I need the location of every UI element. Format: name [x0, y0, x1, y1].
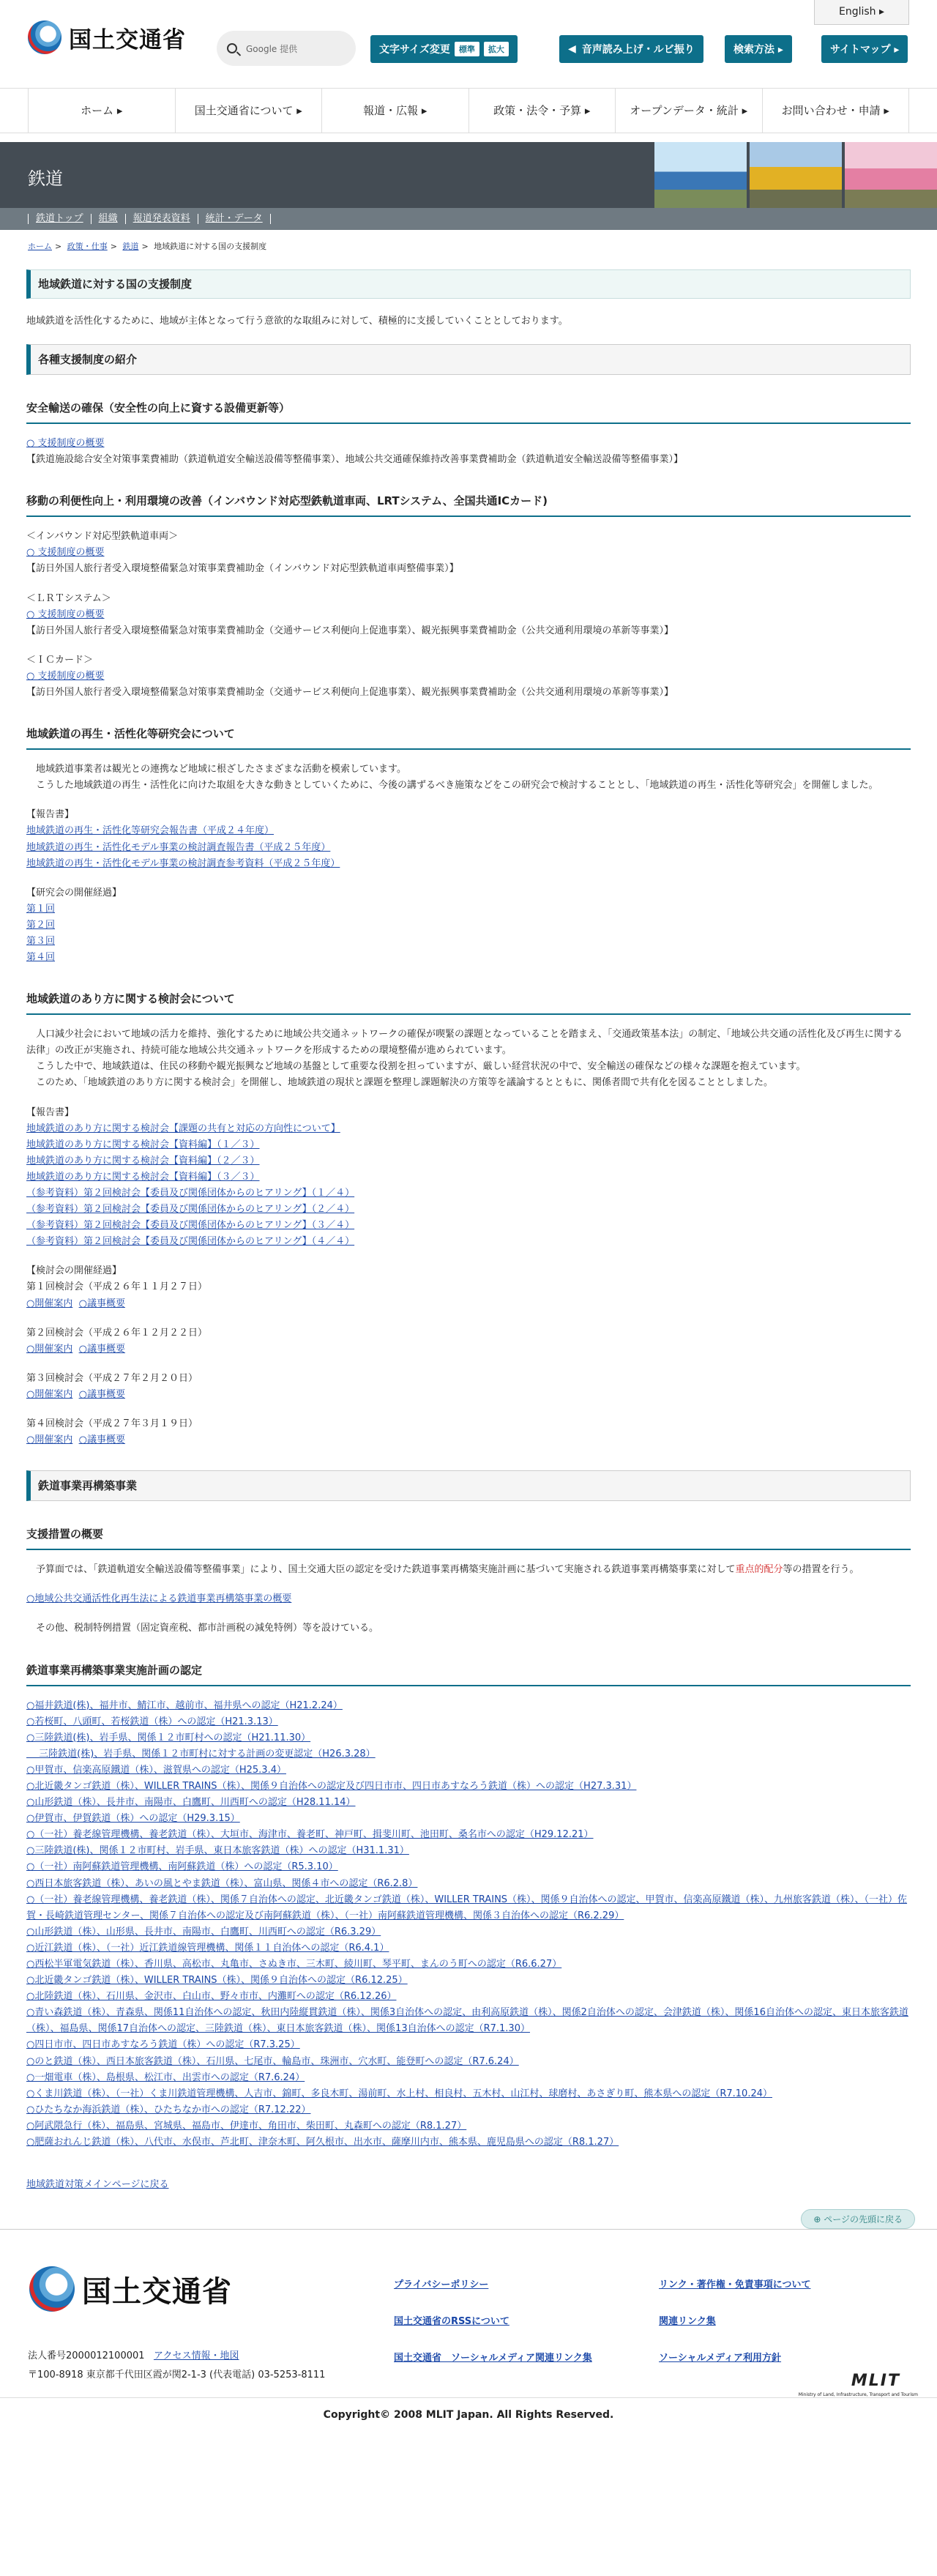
- report-link[interactable]: 地域鉄道のあり方に関する検討会【資料編】（３／３）: [26, 1171, 260, 1183]
- plan-link[interactable]: ○三陸鉄道(株)、岩手県、関係１２市町村への認定（H21.11.30）: [26, 1732, 311, 1743]
- report-link[interactable]: 地域鉄道のあり方に関する検討会【課題の共有と対応の方向性について】: [26, 1123, 340, 1134]
- revital-p2: こうした地域鉄道の再生・活性化に向けた取組を大きな動きとしていくために、今後の講ずるべき施策などをこの研究会で検討することとし、「地域鉄道の再生・活性化等研究会」を開催しました。: [26, 780, 878, 792]
- meeting-guide-link[interactable]: ○開催案内: [26, 1434, 73, 1446]
- inbound-overview-link[interactable]: ○ 支援制度の概要: [26, 547, 105, 559]
- local-nav-top[interactable]: 鉄道トップ: [28, 214, 91, 224]
- copyright: Copyright© 2008 MLIT Japan. All Rights Reserved.: [0, 2397, 937, 2432]
- social-links-link[interactable]: 国土交通省 ソーシャルメディア関連リンク集: [394, 2353, 592, 2364]
- corporate-number: 法人番号2000012100001: [28, 2350, 145, 2362]
- hero-title: 鉄道: [28, 168, 63, 189]
- access-link[interactable]: アクセス情報・地図: [153, 2350, 239, 2362]
- arikata-p3: このため、「地域鉄道のあり方に関する検討会」を開催し、地域鉄道の現状と課題を整理し課題解決の方策等を議論するとともに、関係者間で共有化を図ることとしました。: [26, 1077, 773, 1089]
- ic-overview-link[interactable]: ○ 支援制度の概要: [26, 670, 105, 682]
- site-logo[interactable]: [28, 21, 186, 54]
- page-top-button[interactable]: [801, 2209, 915, 2229]
- emphasis-text: 重点的配分: [735, 1564, 783, 1576]
- local-nav-stats[interactable]: 統計・データ: [198, 214, 271, 224]
- safety-heading: 安全輸送の確保（安全性の向上に資する設備更新等）: [26, 400, 911, 424]
- gnav-press[interactable]: 報道・広報 ▸: [322, 89, 469, 133]
- plans-heading: 鉄道事業再構築事業実施計画の認定: [26, 1662, 911, 1686]
- breadcrumb-policy[interactable]: 政策・仕事: [67, 242, 108, 251]
- main-content: [0, 269, 937, 2193]
- back-link[interactable]: 地域鉄道対策メインページに戻る: [26, 2179, 169, 2191]
- block-label: ＜ＬＲＴシステム＞: [26, 592, 111, 604]
- global-nav: [0, 88, 937, 133]
- support-text-2: その他、税制特例措置（固定資産税、都市計画税の減免特例）等を設けている。: [26, 1623, 379, 1634]
- gnav-about[interactable]: 国土交通省について ▸: [176, 89, 323, 133]
- search-box[interactable]: [217, 31, 356, 66]
- plan-link[interactable]: ○三陸鉄道(株)、関係１２市町村、岩手県、東日本旅客鉄道（株）への認定（H31.1.31）: [26, 1845, 409, 1857]
- mlit-logo-icon: [29, 2266, 75, 2312]
- report-link[interactable]: 地域鉄道の再生・活性化モデル事業の検討調査報告書（平成２５年度）: [26, 841, 331, 853]
- page-title: 地域鉄道に対する国の支援制度: [26, 269, 911, 299]
- arikata-p1: 人口減少社会において地域の活力を維持、強化するために地域公共交通ネットワークの確保が喫緊の課題となっていることを踏まえ、「交通政策基本法」の制定、「地域公共交通の活性化及び再生に関する法律」の改正が実施され、持続可能な地域公共交通ネットワークを形成するための環境整備が進められています。: [26, 1029, 903, 1057]
- hero-photos: [652, 142, 937, 208]
- local-nav-press[interactable]: 報道発表資料: [125, 214, 198, 224]
- restructure-overview-link[interactable]: ○地域公共交通活性化再生法による鉄道事業再構築事業の概要: [26, 1593, 292, 1605]
- mlit-logo-icon: [28, 21, 61, 54]
- plan-link[interactable]: ○青い森鉄道（株）、青森県、関係11自治体への認定、秋田内陸縦貫鉄道（株）、関係3自治体への認定、由利高原鉄道（株）、関係2自治体への認定、会津鉄道（株）、関係16自治体への認定、東日本旅客鉄道（株）、福島県、関係17自治体への認定、三陸鉄道（株）、東日本旅客鉄道（株）、関係13自治体への認定（R7.1.30）: [26, 2007, 908, 2035]
- train-photo: [750, 142, 842, 208]
- mlit-wordmark: MLIT: [851, 2372, 900, 2391]
- plan-list: [26, 1698, 911, 2151]
- plan-link[interactable]: ○（一社）養老線管理機構、養老鉄道（株）、大垣市、海津市、養老町、神戸町、揖斐川町、池田町、桑名市への認定（H29.12.21）: [26, 1829, 594, 1841]
- lrt-overview-link[interactable]: ○ 支援制度の概要: [26, 608, 105, 620]
- revital-heading: 地域鉄道の再生・活性化等研究会について: [26, 726, 911, 750]
- search-icon[interactable]: [227, 43, 237, 53]
- plan-link[interactable]: ○山形鉄道（株）、長井市、南陽市、白鷹町、川西町への認定（H28.11.14）: [26, 1797, 356, 1809]
- revital-p1: 地域鉄道事業者は観光との連携など地域に根ざしたさまざまな活動を模索しています。: [26, 764, 406, 775]
- copyright-link[interactable]: リンク・著作権・免責事項について: [659, 2279, 811, 2291]
- plan-link[interactable]: ○北近畿タンゴ鉄道（株）、WILLER TRAINS（株）、関係９自治体への認定（R6.12.25）: [26, 1975, 408, 1987]
- footer: [0, 2229, 937, 2397]
- gnav-contact[interactable]: お問い合わせ・申請 ▸: [763, 89, 910, 133]
- rss-link[interactable]: 国土交通省のRSSについて: [394, 2316, 509, 2328]
- plan-link[interactable]: ○四日市市、四日市あすなろう鉄道（株）への認定（R7.3.25）: [26, 2039, 300, 2051]
- breadcrumb: ホーム > 政策・仕事 > 鉄道 > 地域鉄道に対する国の支援制度: [28, 242, 267, 251]
- up-arrow-icon: ⊕: [813, 2214, 824, 2225]
- meeting-title: 第４回検討会（平成２７年３月１９日）: [26, 1418, 198, 1430]
- arikata-p2: こうした中で、地域鉄道は、住民の移動や観光振興など地域の基盤として重要な役割を担っていますが、厳しい経営状況の中で、安全輸送の確保などの様々な課題を抱えています。: [26, 1061, 806, 1073]
- meeting-label: 【検討会の開催経過】: [26, 1265, 122, 1277]
- plan-link[interactable]: ○北陸鉄道（株）、石川県、金沢市、白山市、野々市市、内灘町への認定（R6.12.26）: [26, 1991, 397, 2003]
- plan-link[interactable]: ○のと鉄道（株）、西日本旅客鉄道（株）、石川県、七尾市、輪島市、珠洲市、穴水町、能登町への認定（R7.6.24）: [26, 2055, 519, 2067]
- meeting-guide-link[interactable]: ○開催案内: [26, 1343, 73, 1355]
- report-link[interactable]: 地域鉄道の再生・活性化モデル事業の検討調査参考資料（平成２５年度）: [26, 857, 340, 869]
- breadcrumb-railway[interactable]: 鉄道: [122, 242, 139, 251]
- plan-link[interactable]: ○（一社）南阿蘇鉄道管理機構、南阿蘇鉄道（株）への認定（R5.3.10）: [26, 1861, 338, 1873]
- plan-link[interactable]: ○北近畿タンゴ鉄道（株）、WILLER TRAINS（株）、関係９自治体への認定及び四日市市、四日市あすなろう鉄道（株）への認定（H27.3.31）: [26, 1780, 637, 1792]
- intro-text: 地域鉄道を活性化するために、地域が主体となって行う意欲的な取組みに対して、積極的に支援していくこととしております。: [26, 316, 568, 327]
- footer-logo[interactable]: [29, 2266, 232, 2312]
- plan-link[interactable]: ○甲賀市、信楽高原鐵道（株）、滋賀県への認定（H25.3.4）: [26, 1764, 286, 1776]
- plan-link[interactable]: ○福井鉄道(株)、福井市、鯖江市、越前市、福井県への認定（H21.2.24）: [26, 1700, 343, 1711]
- plan-link[interactable]: ○ひたちなか海浜鉄道（株）、ひたちなか市への認定（R7.12.22）: [26, 2104, 311, 2115]
- plan-link[interactable]: ○くま川鉄道（株）、（一社）くま川鉄道管理機構、人吉市、錦町、多良木町、湯前町、水上村、相良村、五木村、山江村、球磨村、あさぎり町、熊本県への認定（R7.10.24）: [26, 2088, 772, 2099]
- voice-button[interactable]: [559, 35, 703, 63]
- plan-link[interactable]: ○伊賀市、伊賀鉄道（株）への認定（H29.3.15）: [26, 1813, 240, 1825]
- footer-info: [28, 2347, 325, 2385]
- plan-link[interactable]: ○肥薩おれんじ鉄道（株）、八代市、水俣市、芦北町、津奈木町、阿久根市、出水市、薩摩川内市、熊本県、鹿児島県への認定（R8.1.27）: [26, 2137, 619, 2148]
- meeting-label: 【研究会の開催経過】: [26, 887, 122, 898]
- meeting-link[interactable]: 第３回: [26, 935, 56, 947]
- report-link[interactable]: 地域鉄道のあり方に関する検討会【資料編】（２／３）: [26, 1155, 260, 1166]
- safety-text: 【鉄道施設総合安全対策事業費補助（鉄道軌道安全輸送設備等整備事業）、地域公共交通確保維持改善事業費補助金（鉄道軌道安全輸送設備等整備事業）】: [26, 454, 684, 466]
- meeting-guide-link[interactable]: ○開催案内: [26, 1298, 73, 1309]
- meeting-title: 第１回検討会（平成２６年１１月２７日）: [26, 1281, 208, 1293]
- block-label: ＜ＩＣカード＞: [26, 654, 94, 666]
- meeting-link[interactable]: 第２回: [26, 919, 56, 931]
- section-heading: 鉄道事業再構築事業: [26, 1470, 911, 1501]
- site-logo-text: 国土交通省: [69, 26, 186, 53]
- report-link[interactable]: （参考資料）第２回検討会【委員及び関係団体からのヒアリング】（３／４）: [26, 1220, 355, 1232]
- plan-link[interactable]: ○西松半軍電気鉄道（株）、香川県、高松市、丸亀市、さぬき市、三木町、綾川町、琴平町、まんのう町への認定（R6.6.27）: [26, 1959, 562, 1970]
- meeting-minutes-link[interactable]: ○議事概要: [78, 1298, 125, 1309]
- font-size-label: 文字サイズ変更: [379, 44, 450, 56]
- block-text: 【訪日外国人旅行者受入環境整備緊急対策事業費補助金（交通サービス利便向上促進事業）、観光振興事業費補助金（公共交通利用環境の革新等事業）】: [26, 625, 674, 636]
- block-label: ＜インバウンド対応型鉄軌道車両＞: [26, 531, 179, 543]
- site-header: [0, 0, 937, 88]
- support-heading: 支援措置の概要: [26, 1526, 911, 1550]
- gnav-opendata[interactable]: オープンデータ・統計 ▸: [616, 89, 763, 133]
- safety-overview-link[interactable]: ○ 支援制度の概要: [26, 438, 105, 450]
- improve-heading: 移動の利便性向上・利用環境の改善（インバウンド対応型鉄軌道車両、LRTシステム、全国共通ICカード): [26, 493, 911, 517]
- search-placeholder: Google 提供: [246, 43, 298, 54]
- english-link[interactable]: English ▸: [814, 0, 909, 25]
- voice-label: 音声読み上げ・ルビ振り: [581, 44, 695, 56]
- plan-link[interactable]: 三陸鉄道(株)、岩手県、関係１２市町村に対する計画の変更認定（H26.3.28）: [26, 1748, 376, 1760]
- section-heading: 各種支援制度の紹介: [26, 344, 911, 375]
- privacy-link[interactable]: プライバシーポリシー: [394, 2279, 489, 2291]
- font-large-button[interactable]: 拡大: [484, 42, 509, 56]
- sitemap-button[interactable]: サイトマップ ▸: [821, 35, 908, 63]
- plan-link[interactable]: ○（一社）養老線管理機構、養老鉄道（株）、関係７自治体への認定、北近畿タンゴ鉄道（株）、WILLER TRAINS（株）、関係９自治体への認定、甲賀市、信楽高原鐵道（株）、九州旅客鉄道（株）、（一社）佐賀・長崎鉄道管理センター、関係７自治体への認定及び南阿蘇鉄道（株）、（一社）南阿蘇鉄道管理機構、関係３自治体への認定（R6.2.29）: [26, 1894, 908, 1921]
- meeting-minutes-link[interactable]: ○議事概要: [78, 1434, 125, 1446]
- meeting-title: 第２回検討会（平成２６年１２月２２日）: [26, 1327, 208, 1339]
- gnav-policy[interactable]: 政策・法令・予算 ▸: [469, 89, 616, 133]
- meeting-minutes-link[interactable]: ○議事概要: [78, 1388, 125, 1400]
- meeting-guide-link[interactable]: ○開催案内: [26, 1388, 73, 1400]
- report-label: 【報告書】: [26, 809, 75, 821]
- local-nav-org[interactable]: 組織: [91, 214, 125, 224]
- social-policy-link[interactable]: ソーシャルメディア利用方針: [659, 2353, 782, 2364]
- speaker-icon: ◀: [568, 43, 576, 55]
- mlit-wordmark-sub: Ministry of Land, Infrastructure, Transport and Tourism: [798, 2392, 918, 2398]
- local-nav: [0, 208, 937, 230]
- breadcrumb-home[interactable]: ホーム: [28, 242, 52, 251]
- plan-link[interactable]: ○阿武隈急行（株）、福島県、宮城県、福島市、伊達市、角田市、柴田町、丸森町への認定（R8.1.27）: [26, 2120, 467, 2132]
- plan-link[interactable]: ○若桜町、八頭町、若桜鉄道（株）への認定（H21.3.13）: [26, 1716, 278, 1727]
- report-link[interactable]: （参考資料）第２回検討会【委員及び関係団体からのヒアリング】（１／４）: [26, 1188, 355, 1199]
- support-text: 予算面では、「鉄道軌道安全輸送設備等整備事業」により、国土交通大臣の認定を受けた鉄道事業再構築実施計画に基づいて実施される鉄道事業再構築事業に対して重点的配分等の措置を行う。: [26, 1564, 859, 1576]
- train-photo: [845, 142, 937, 208]
- block-text: 【訪日外国人旅行者受入環境整備緊急対策事業費補助金（インバウンド対応型鉄軌道車両整備事業）】: [26, 563, 459, 575]
- search-method-button[interactable]: 検索方法 ▸: [725, 35, 792, 63]
- related-links-link[interactable]: 関連リンク集: [659, 2316, 716, 2328]
- meeting-minutes-link[interactable]: ○議事概要: [78, 1343, 125, 1355]
- meeting-link[interactable]: 第４回: [26, 952, 56, 964]
- train-photo: [654, 142, 747, 208]
- meeting-title: 第３回検討会（平成２７年２月２０日）: [26, 1372, 198, 1384]
- meeting-link[interactable]: 第１回: [26, 903, 56, 915]
- block-text: 【訪日外国人旅行者受入環境整備緊急対策事業費補助金（交通サービス利便向上促進事業）、観光振興事業費補助金（公共交通利用環境の革新等事業）】: [26, 687, 674, 699]
- font-standard-button[interactable]: 標準: [455, 42, 479, 56]
- report-link[interactable]: （参考資料）第２回検討会【委員及び関係団体からのヒアリング】（２／４）: [26, 1204, 355, 1216]
- plan-link[interactable]: ○近江鉄道（株）、（一社）近江鉄道線管理機構、関係１１自治体への認定（R6.4.1）: [26, 1942, 389, 1954]
- plan-link[interactable]: ○西日本旅客鉄道（株）、あいの風とやま鉄道（株）、富山県、関係４市への認定（R6.2.8）: [26, 1877, 418, 1889]
- font-size-control: [370, 35, 518, 63]
- report-link[interactable]: 地域鉄道のあり方に関する検討会【資料編】（１／３）: [26, 1139, 260, 1150]
- report-label: 【報告書】: [26, 1106, 75, 1118]
- plan-link[interactable]: ○一畑電車（株）、島根県、松江市、出雲市への認定（R7.6.24）: [26, 2071, 305, 2083]
- breadcrumb-current: 地域鉄道に対する国の支援制度: [154, 242, 267, 251]
- report-link[interactable]: （参考資料）第２回検討会【委員及び関係団体からのヒアリング】（４／４）: [26, 1236, 355, 1248]
- plan-link[interactable]: ○山形鉄道（株）、山形県、長井市、南陽市、白鷹町、川西町への認定（R6.3.29）: [26, 1926, 381, 1937]
- hero-banner: [0, 142, 937, 208]
- arikata-heading: 地域鉄道のあり方に関する検討会について: [26, 991, 911, 1015]
- report-link[interactable]: 地域鉄道の再生・活性化等研究会報告書（平成２４年度）: [26, 825, 275, 837]
- footer-logo-text: 国土交通省: [82, 2274, 232, 2309]
- page-top-label: ページの先頭に戻る: [824, 2214, 903, 2225]
- address: 〒100-8918 東京都千代田区霞が関2-1-3 (代表電話) 03-5253-8111: [28, 2370, 326, 2381]
- gnav-home[interactable]: ホーム ▸: [28, 89, 176, 133]
